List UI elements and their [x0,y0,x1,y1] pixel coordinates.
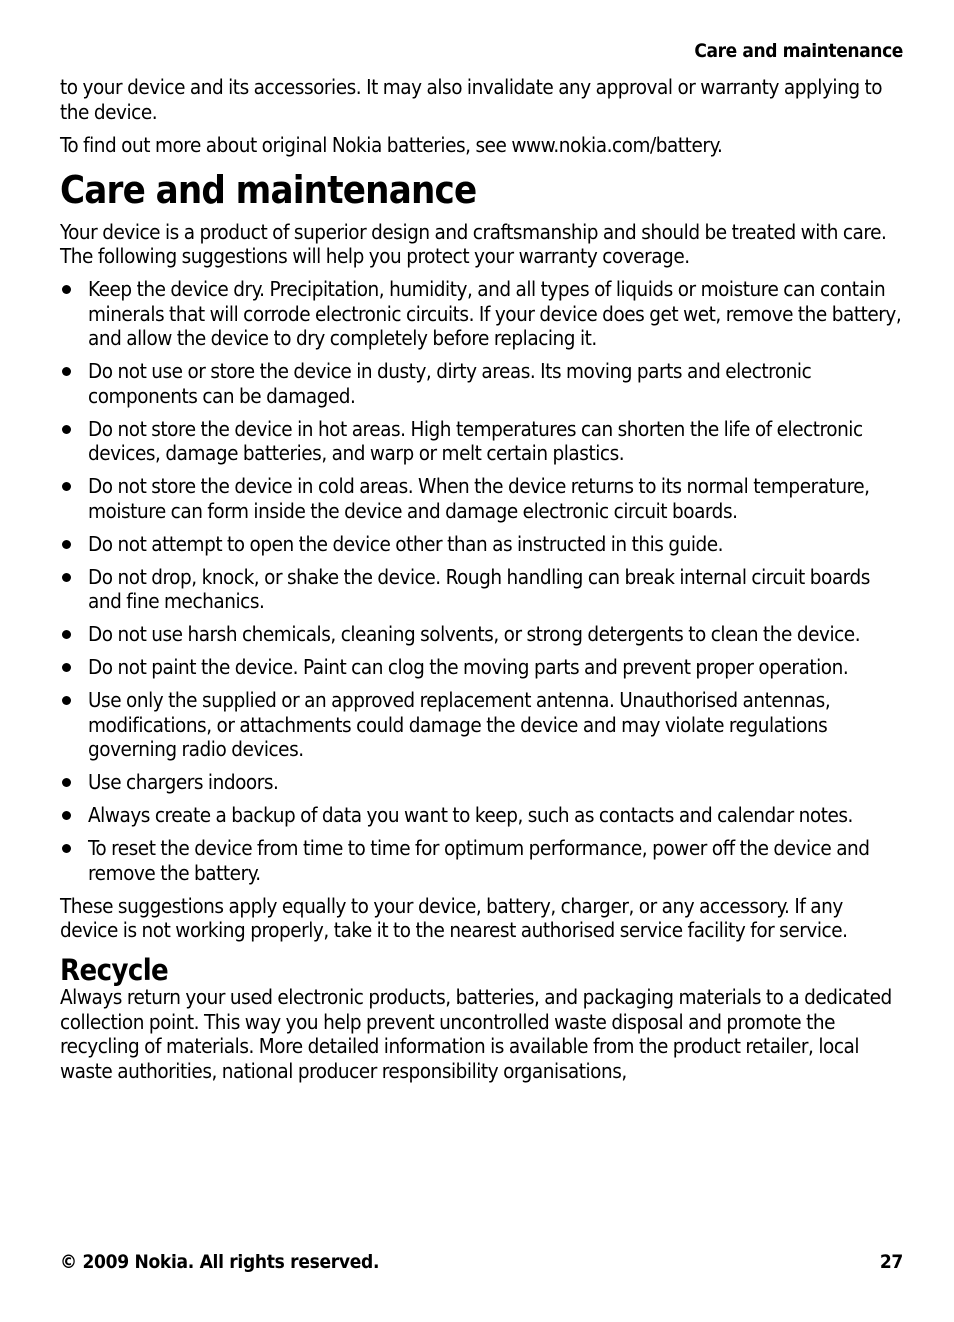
list-item [60,836,903,885]
list-item [60,359,903,408]
bullet-icon [62,425,71,434]
list-item [60,688,903,762]
bullet-icon [62,540,71,549]
care-closing-paragraph: These suggestions apply equally to your device, battery, charger, or any accessory. If any device is not working properly, take it to the nearest authorised service facility for service. [60,893,848,942]
bullet-icon [62,663,71,672]
list-item-text: Do not attempt to open the device other than as instructed in this guide. [88,531,724,556]
list-item [60,622,903,647]
bullet-icon [62,573,71,582]
recycle-paragraph: Always return your used electronic products, batteries, and packaging materials to a dedicated collection point. This way you help prevent uncontrolled waste disposal and promote the recycling of materials. More detailed information is available from the product retailer, local waste authorities, national producer responsibility organisations, [60,985,892,1083]
bullet-icon [62,630,71,639]
list-item-text: Use only the supplied or an approved replacement antenna. Unauthorised antennas, modifications, or attachments could damage the device and may violate regulations governing radio devices. [88,688,831,761]
list-item [60,417,903,466]
care-intro-paragraph: Your device is a product of superior design and craftsmanship and should be treated with care. The following suggestions will help you protect your warranty coverage. [60,219,887,268]
list-item [60,474,903,523]
list-item-text: Do not store the device in hot areas. High temperatures can shorten the life of electronic devices, damage batteries, and warp or melt certain plastics. [88,416,863,465]
care-heading: Care and maintenance [60,167,477,212]
page-content [60,75,903,1092]
bullet-icon [62,811,71,820]
list-item-text: Use chargers indoors. [88,770,279,794]
list-item-text: To reset the device from time to time for optimum performance, power off the device and remove the battery. [88,836,870,885]
bullet-icon [62,285,71,294]
recycle-heading: Recycle [60,953,169,987]
page-number: 27 [879,1251,903,1273]
list-item-text: Do not use or store the device in dusty, dirty areas. Its moving parts and electronic components can be damaged. [88,359,812,408]
bullet-icon [62,778,71,787]
list-item-text: Do not store the device in cold areas. When the device returns to its normal temperature, moisture can form inside the device and damage electronic circuit boards. [88,474,870,523]
bullet-icon [62,844,71,853]
bullet-icon [62,696,71,705]
running-header: Care and maintenance [694,40,903,62]
list-item-text: Do not use harsh chemicals, cleaning solvents, or strong detergents to clean the device. [88,622,861,646]
list-item [60,277,903,351]
list-item [60,565,903,614]
bullet-icon [62,367,71,376]
battery-info-paragraph: To find out more about original Nokia batteries, see www.nokia.com/battery. [60,132,723,157]
list-item [60,803,903,828]
list-item-text: Do not paint the device. Paint can clog the moving parts and prevent proper operation. [88,655,849,679]
care-bullet-list [60,277,903,885]
list-item [60,532,903,557]
list-item [60,770,903,795]
list-item-text: Keep the device dry. Precipitation, humidity, and all types of liquids or moisture can contain minerals that will corrode electronic circuits. If your device does get wet, remove the battery, and allow the device to dry completely before replacing it. [88,277,902,350]
bullet-icon [62,482,71,491]
list-item-text: Always create a backup of data you want to keep, such as contacts and calendar notes. [88,803,853,827]
page-footer [60,1250,903,1274]
list-item [60,655,903,680]
list-item-text: Do not drop, knock, or shake the device. Rough handling can break internal circuit boards and fine mechanics. [88,564,870,613]
document-page [60,0,903,1322]
intro-continuation: to your device and its accessories. It may also invalidate any approval or warranty applying to the device. [60,75,883,124]
copyright-notice: © 2009 Nokia. All rights reserved. [60,1251,380,1273]
